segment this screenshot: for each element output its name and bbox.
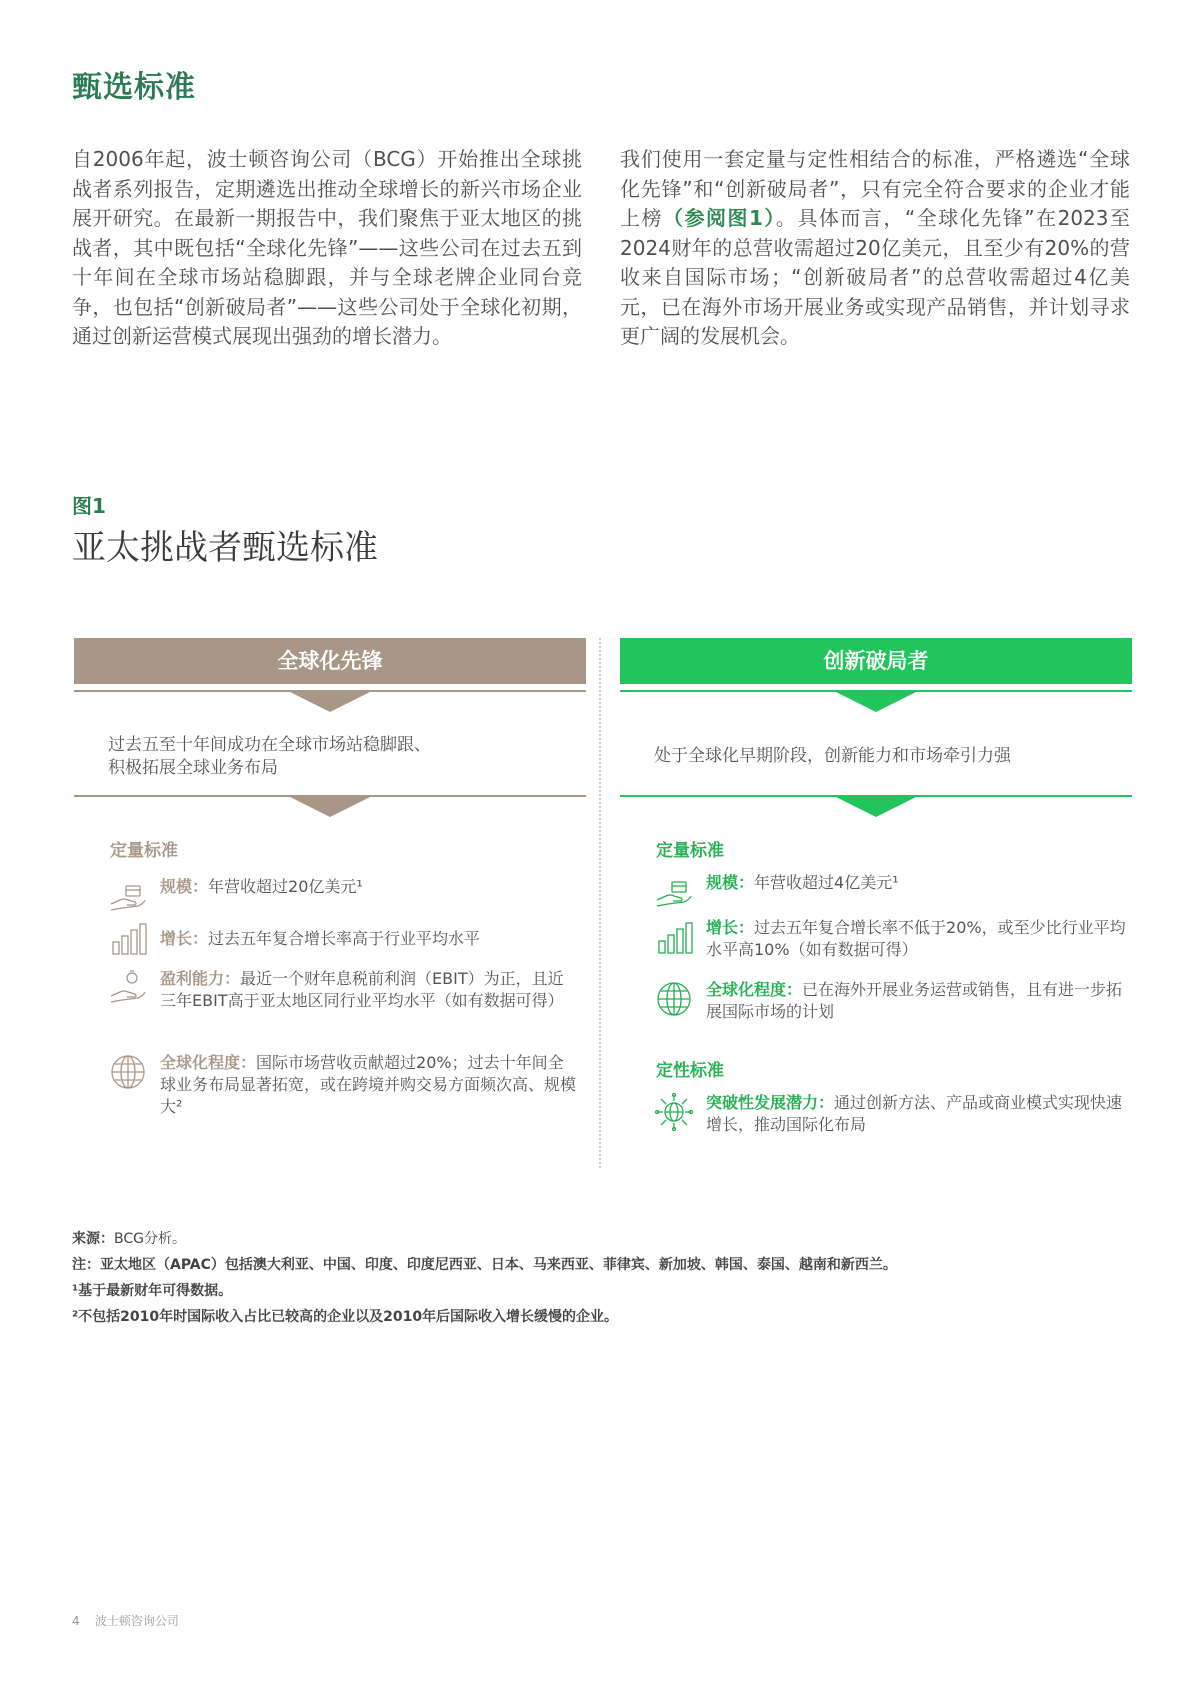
disruptor-banner: 创新破局者	[620, 638, 1132, 684]
column-divider	[599, 638, 601, 1168]
page-footer	[72, 1612, 179, 1629]
pioneer-banner: 全球化先锋	[74, 638, 586, 684]
disruptor-arrow-top	[836, 692, 916, 712]
pioneer-arrow-top	[290, 692, 370, 712]
figure-reference-link: （参阅图1）	[663, 206, 776, 230]
money-bag-hand-icon	[108, 968, 148, 1008]
intro-right-after: 。具体而言，“全球化先锋”在2023至2024财年的总营收需超过20亿美元，且至少有20%的营收来自国际市场；“创新破局者”的总营收需超过4亿美元，已在海外市场开展业务或实现产品销售，并计划寻求更广阔的发展机会。	[620, 206, 1130, 348]
pioneer-desc-line2: 积极拓展全球业务布局	[108, 758, 278, 778]
intro-right-before: 我们使用一套定量与定性相结合的标准，严格遴选“全球化先锋”和“创新破局者”，只有完全符合要求的企业才能上榜	[620, 147, 1130, 230]
pioneer-global-text: 国际市场营收贡献超过20%；过去十年间全球业务布局显著拓宽，或在跨境并购交易方面频次高、规模大²	[160, 1053, 577, 1116]
disruptor-item-global	[654, 979, 1132, 1023]
disruptor-item-scale	[654, 872, 1132, 912]
disruptor-arrow-mid	[836, 797, 916, 817]
pioneer-scale-text: 年营收超过20亿美元¹	[208, 877, 363, 896]
footnote-2-text: ²不包括2010年时国际收入占比已较高的企业以及2010年后国际收入增长缓慢的企业。	[72, 1309, 619, 1325]
bar-chart-icon	[654, 917, 694, 957]
disruptor-potential-label: 突破性发展潜力：	[706, 1093, 835, 1112]
hand-coin-icon	[654, 872, 694, 912]
pioneer-item-global	[108, 1052, 578, 1118]
disruptor-growth-label: 增长：	[706, 918, 755, 937]
disruptor-description: 处于全球化早期阶段，创新能力和市场牵引力强	[654, 746, 1011, 766]
bar-chart-icon	[108, 918, 148, 958]
intro-paragraph-left: 自2006年起，波士顿咨询公司（BCG）开始推出全球挑战者系列报告，定期遴选出推动全球增长的新兴市场企业展开研究。在最新一期报告中，我们聚焦于亚太地区的挑战者，其中既包括“全球化先锋”——这些公司在过去五到十年间在全球市场站稳脚跟，并与全球老牌企业同台竞争，也包括“创新破局者”——这些公司处于全球化初期，通过创新运营模式展现出强劲的增长潜力。	[72, 147, 582, 348]
pioneer-scale-label: 规模：	[160, 877, 209, 896]
pioneer-profit-text: 最近一个财年息税前利润（EBIT）为正，且近三年EBIT高于亚太地区同行业平均水平（如有数据可得）	[160, 969, 564, 1010]
disruptor-global-text: 已在海外开展业务运营或销售，且有进一步拓展国际市场的计划	[706, 980, 1123, 1021]
footer-org: 波士顿咨询公司	[94, 1614, 179, 1628]
pioneer-item-scale	[108, 876, 578, 916]
figure-notes	[72, 1226, 1132, 1330]
disruptor-potential-text: 通过创新方法、产品或商业模式实现快速增长，推动国际化布局	[706, 1093, 1123, 1134]
footnote-1	[72, 1278, 1132, 1304]
pioneer-growth-text: 过去五年复合增长率高于行业平均水平	[208, 929, 481, 948]
disruptor-scale-label: 规模：	[706, 873, 755, 892]
pioneer-profit-label: 盈利能力：	[160, 969, 241, 988]
source-text: BCG分析。	[114, 1231, 186, 1247]
pioneer-item-growth	[108, 918, 578, 958]
globe-icon	[108, 1052, 148, 1092]
source-note	[72, 1226, 1132, 1252]
disruptor-item-potential	[654, 1092, 1132, 1136]
disruptor-item-growth	[654, 917, 1132, 961]
source-label: 来源：	[72, 1231, 114, 1247]
disruptor-global-label: 全球化程度：	[706, 980, 803, 999]
figure-label: 图1	[72, 494, 106, 518]
figure-title: 亚太挑战者甄选标准	[72, 528, 378, 568]
pioneer-arrow-mid	[290, 797, 370, 817]
disruptor-scale-text: 年营收超过4亿美元¹	[754, 873, 899, 892]
hand-coin-icon	[108, 876, 148, 916]
globe-network-icon	[654, 1092, 694, 1132]
disruptor-quant-heading: 定量标准	[656, 841, 724, 861]
pioneer-quant-heading: 定量标准	[110, 841, 178, 861]
pioneer-growth-label: 增长：	[160, 929, 209, 948]
footnote-1-text: ¹基于最新财年可得数据。	[72, 1283, 233, 1299]
disruptor-qual-heading: 定性标准	[656, 1061, 724, 1081]
pioneer-description	[108, 734, 568, 780]
intro-paragraph-right	[620, 145, 1130, 352]
section-title: 甄选标准	[72, 70, 196, 105]
footnote-2	[72, 1304, 1132, 1330]
pioneer-global-label: 全球化程度：	[160, 1053, 257, 1072]
pioneer-desc-line1: 过去五至十年间成功在全球市场站稳脚跟、	[108, 735, 431, 755]
region-note	[72, 1252, 1132, 1278]
pioneer-item-profit	[108, 968, 578, 1012]
note-text: 亚太地区（APAC）包括澳大利亚、中国、印度、印度尼西亚、日本、马来西亚、菲律宾、新加坡、韩国、泰国、越南和新西兰。	[100, 1257, 897, 1273]
page-number: 4	[72, 1614, 80, 1628]
note-label: 注：	[72, 1257, 100, 1273]
globe-icon	[654, 979, 694, 1019]
disruptor-growth-text: 过去五年复合增长率不低于20%，或至少比行业平均水平高10%（如有数据可得）	[706, 918, 1126, 959]
